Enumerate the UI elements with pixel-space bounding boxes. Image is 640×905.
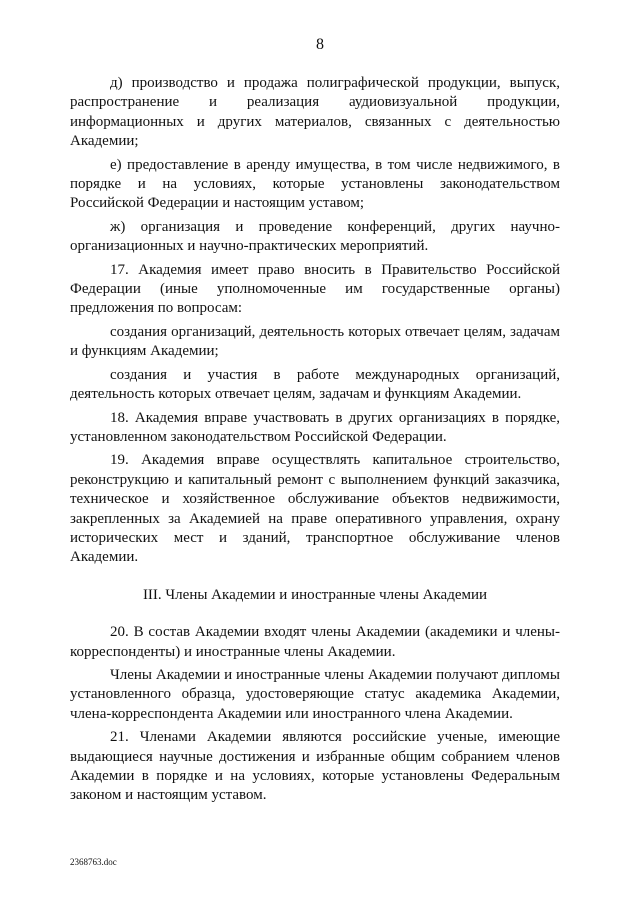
paragraph-20-diplomas: Члены Академии и иностранные члены Академии получают дипломы установленного образца, удостоверяющие статус академика Академии, члена-корреспондента Академии или иностранного члена Академии. <box>70 666 560 722</box>
document-body <box>70 74 560 810</box>
paragraph-item-e: е) предоставление в аренду имущества, в том числе недвижимого, в порядке и на условиях, которые установлены законодательством Российской Федерации и настоящим уставом; <box>70 156 560 212</box>
page-number: 8 <box>316 36 324 53</box>
paragraph-19: 19. Академия вправе осуществлять капитальное строительство, реконструкцию и капитальный ремонт с выполнением функций заказчика, техническое и хозяйственное обслуживание объектов недвижимости, закрепленных за Академией на праве оперативного управления, охрану исторических мест и зданий, транспортное обслуживание членов Академии. <box>70 452 560 566</box>
paragraph-item-zh: ж) организация и проведение конференций, других научно-организационных и научно-практических мероприятий. <box>70 218 560 255</box>
section-heading: III. Члены Академии и иностранные члены Академии <box>142 586 488 603</box>
paragraph-17: 17. Академия имеет право вносить в Правительство Российской Федерации (иные уполномоченные им государственные органы) предложения по вопросам: <box>70 261 560 317</box>
paragraph-17-item-1: создания организаций, деятельность которых отвечает целям, задачам и функциям Академии; <box>70 323 560 360</box>
paragraph-item-d: д) производство и продажа полиграфической продукции, выпуск, распространение и реализация аудиовизуальной продукции, информационных и других материалов, связанных с деятельностью Академии; <box>70 75 560 150</box>
paragraph-17-item-2: создания и участия в работе международных организаций, деятельность которых отвечает целям, задачам и функциям Академии. <box>70 366 560 403</box>
footer-filename: 2368763.doc <box>70 857 117 867</box>
paragraph-18: 18. Академия вправе участвовать в других организациях в порядке, установленном законодательством Российской Федерации. <box>70 409 560 445</box>
paragraph-20: 20. В состав Академии входят члены Академии (академики и члены-корреспонденты) и иностранные члены Академии. <box>70 624 560 660</box>
paragraph-21: 21. Членами Академии являются российские ученые, имеющие выдающиеся научные достижения и избранные общим собранием членов Академии в порядке и на условиях, которые установлены Федеральным законом и настоящим уставом. <box>70 729 560 804</box>
